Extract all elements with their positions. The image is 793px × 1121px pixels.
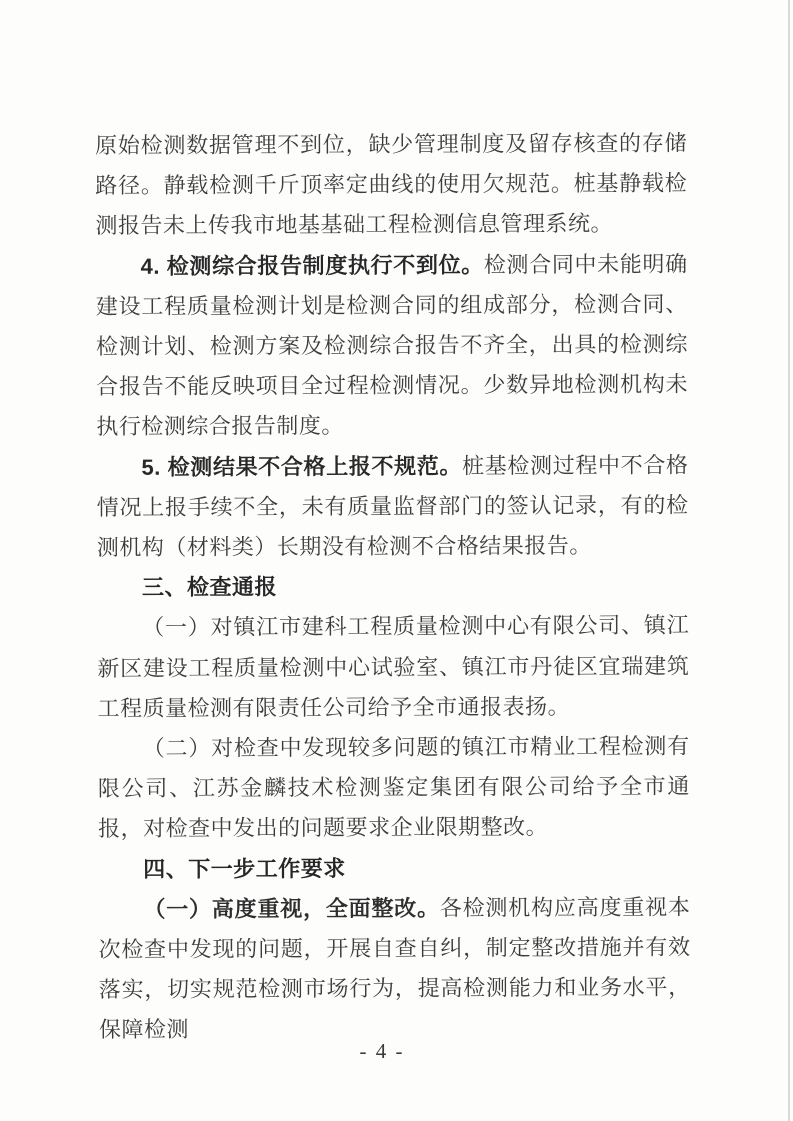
paragraph-continuation: 原始检测数据管理不到位，缺少管理制度及留存核查的存储路径。静载检测千斤顶率定曲线的使用欠规范。桩基静载检测报告未上传我市地基基础工程检测信息管理系统。 xyxy=(95,130,688,239)
scan-edge-artifact xyxy=(788,0,790,1121)
paragraph-item-5 xyxy=(96,445,689,568)
paragraph-item-4 xyxy=(96,244,689,448)
section-3-paragraph-2: （二）对检查中发现较多问题的镇江市精业工程检测有限公司、江苏金麟技术检测鉴定集团有限公司给予全市通报，对检查中发出的问题要求企业限期整改。 xyxy=(97,733,690,842)
section-4-paragraph-1 xyxy=(98,887,691,1050)
item-4-lead: 4. 检测综合报告制度执行不到位。 xyxy=(140,251,484,279)
section-heading-3: 三、检查通报 xyxy=(141,574,278,601)
page-number: - 4 - xyxy=(359,1039,405,1063)
section-4-lead: （一）高度重视，全面整改。 xyxy=(143,895,440,922)
item-4-text: 检测合同中未能明确建设工程质量检测计划是检测合同的组成部分，检测合同、检测计划、检测方案及检测综合报告不齐全，出具的检测综合报告不能反映项目全过程检测情况。少数异地检测机构未执行检测综合报告制度。 xyxy=(95,251,689,440)
section-4-text: 各检测机构应高度重视本次检查中发现的问题，开展自查自纠，制定整改措施并有效落实，切实规范检测市场行为，提高检测能力和业务水平，保障检测 xyxy=(98,894,691,1043)
item-5-lead: 5. 检测结果不合格上报不规范。 xyxy=(141,453,463,480)
item-5-text: 桩基检测过程中不合格情况上报手续不全，未有质量监督部门的签认记录，有的检测机构（材料类）长期没有检测不合格结果报告。 xyxy=(96,452,689,561)
section-3-paragraph-1: （一）对镇江市建科工程质量检测中心有限公司、镇江新区建设工程质量检测中心试验室、镇江市丹徒区宜瑞建筑工程质量检测有限责任公司给予全市通报表扬。 xyxy=(97,612,690,721)
section-heading-4: 四、下一步工作要求 xyxy=(143,855,346,882)
document-body xyxy=(95,123,691,1050)
